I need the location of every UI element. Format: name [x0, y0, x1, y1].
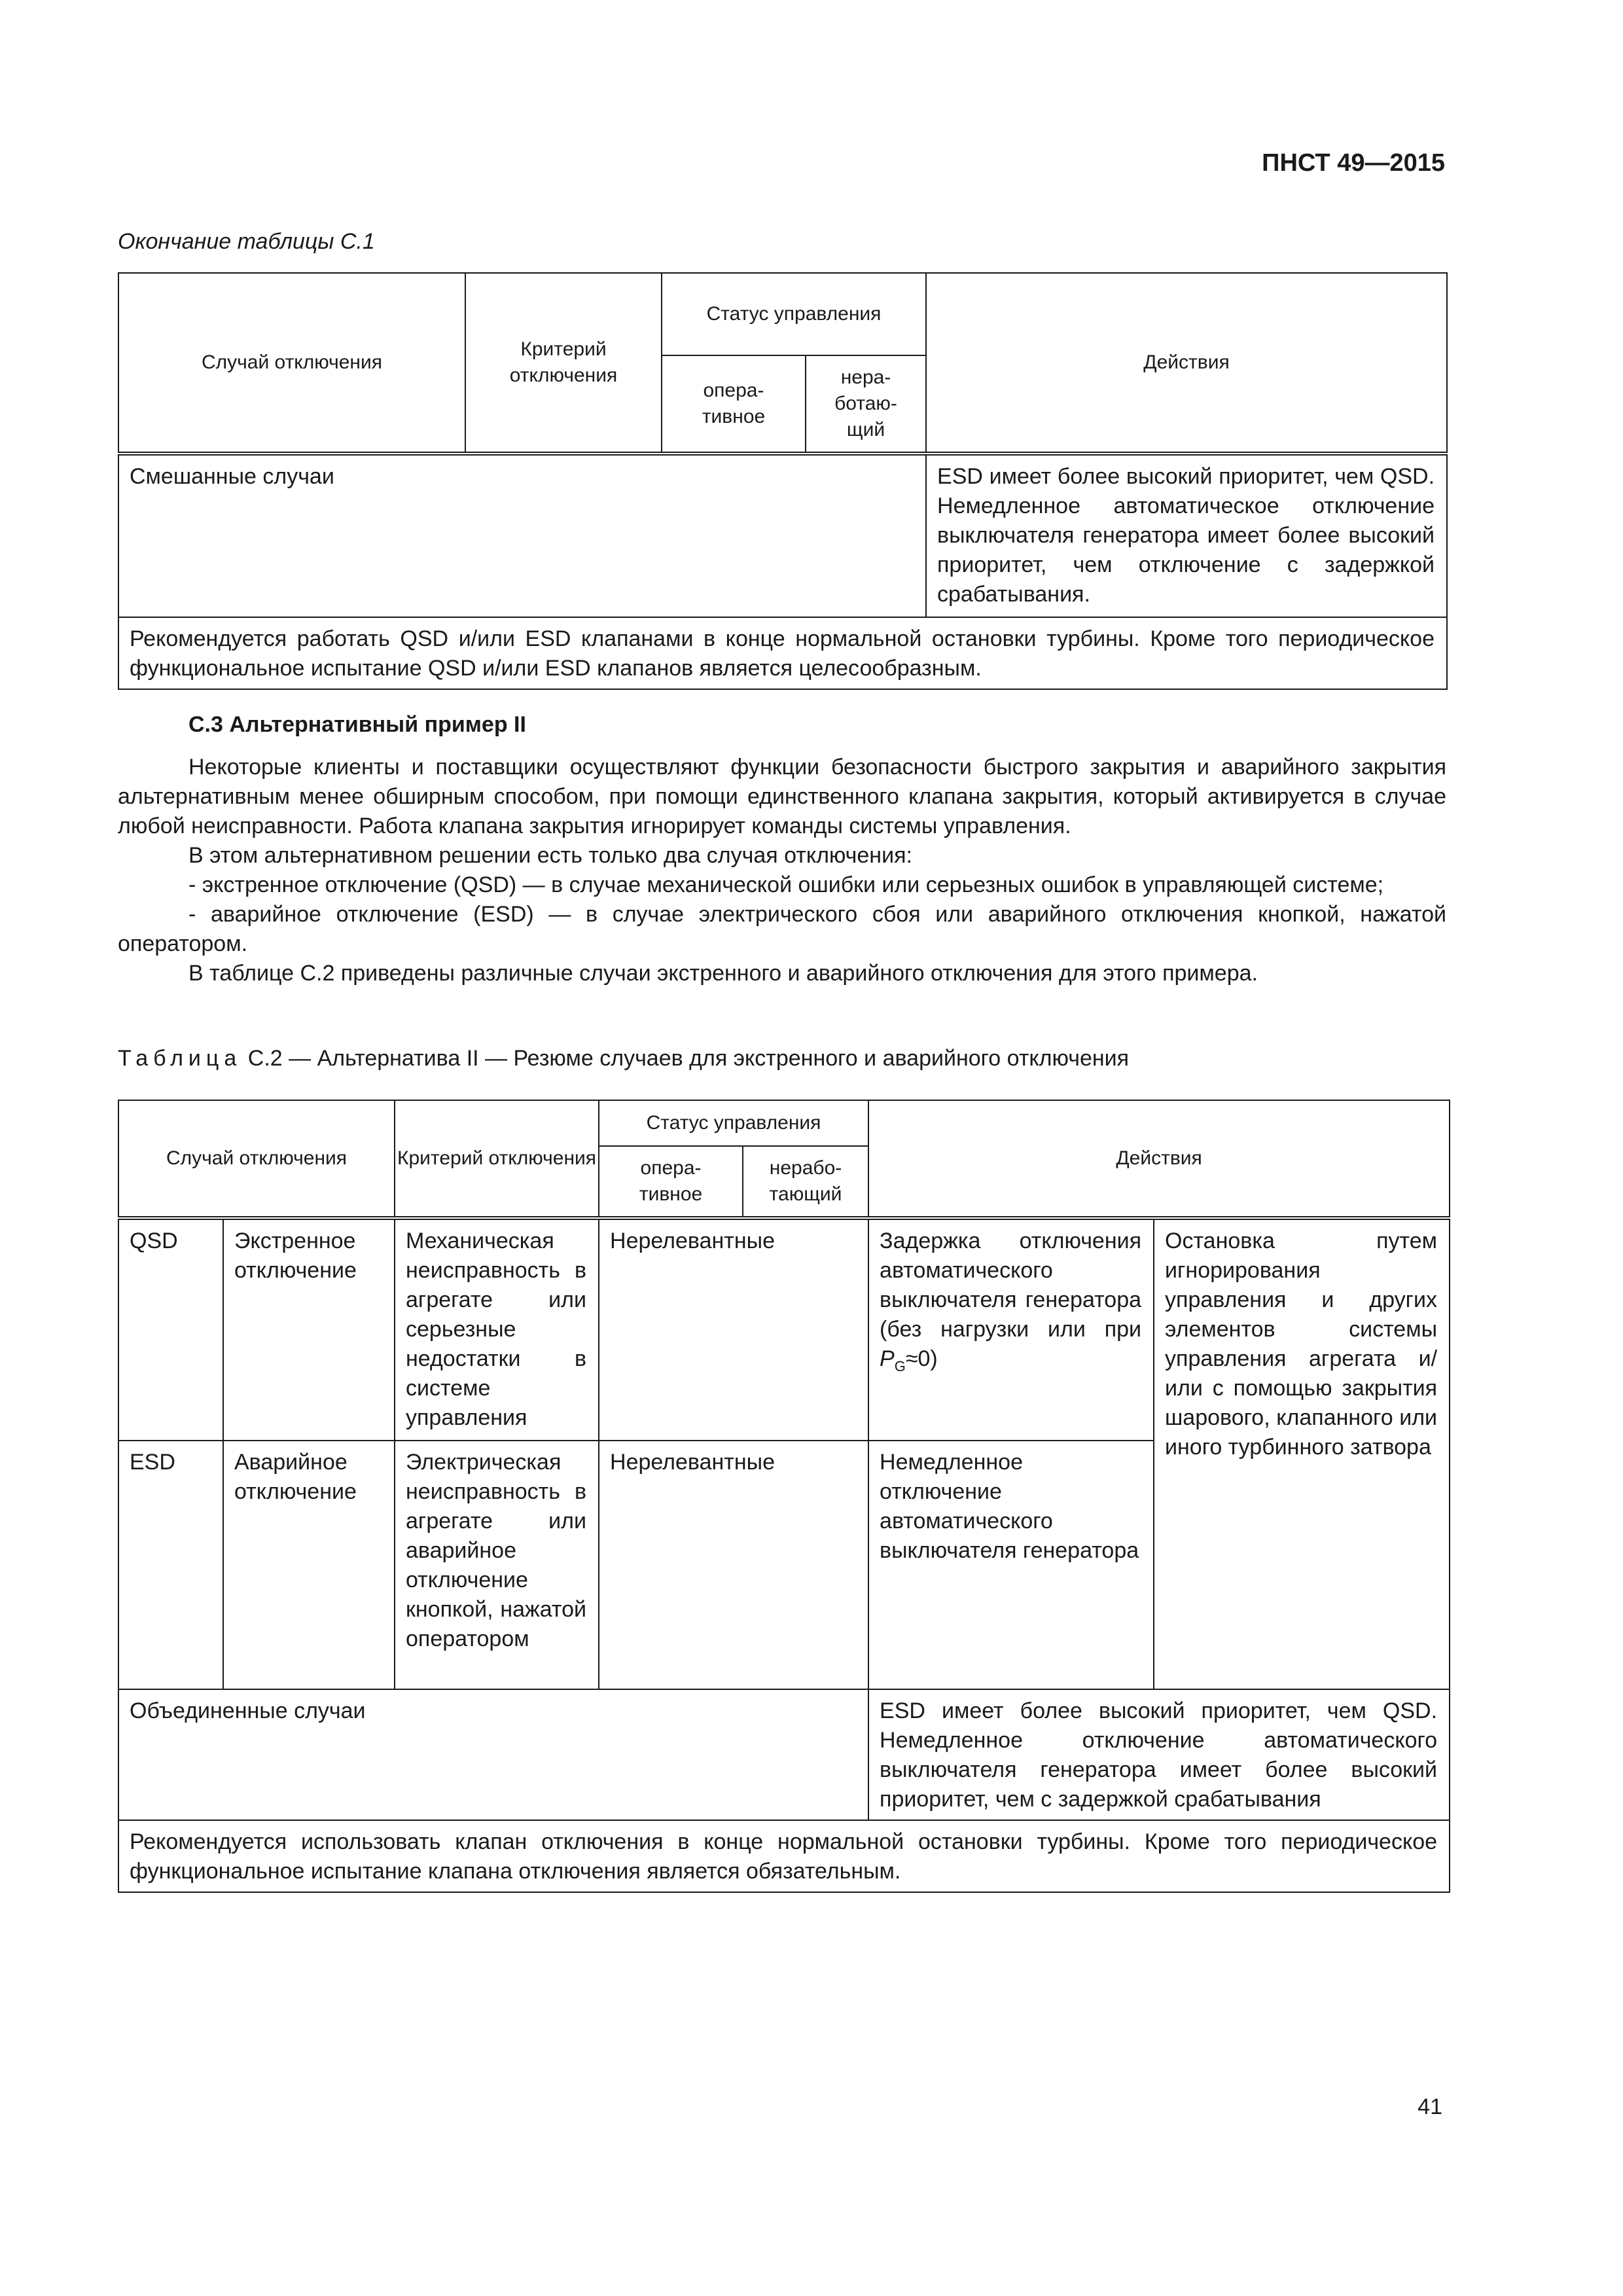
header-inoperative: нера- ботаю- щий	[806, 355, 926, 454]
header-actions: Действия	[926, 273, 1447, 454]
row-criterion: Электрическая неисправность в агрегате или аварийное отключение кнопкой, нажатой оператором	[395, 1441, 599, 1689]
row-code: ESD	[118, 1441, 223, 1689]
header-control-status: Статус управления	[599, 1100, 868, 1146]
header-case: Случай отключения	[118, 273, 465, 454]
table-c2	[118, 1100, 1450, 1893]
section-body	[118, 753, 1446, 988]
header-case: Случай отключения	[118, 1100, 395, 1218]
table-caption-text: С.2 — Альтернатива II — Резюме случаев для экстренного и аварийного отключения	[247, 1046, 1130, 1071]
row-status: Нерелевантные	[599, 1218, 868, 1441]
header-operative: опера- тивное	[662, 355, 806, 454]
header-inoperative: нерабо- тающий	[743, 1146, 868, 1218]
section-title: С.3 Альтернативный пример II	[188, 712, 526, 737]
row-action: Немедленное отключение автоматического выключателя генератора	[868, 1441, 1154, 1689]
row-status: Нерелевантные	[599, 1441, 868, 1689]
row-code: QSD	[118, 1218, 223, 1441]
list-item: - аварийное отключение (ESD) — в случае электрического сбоя или аварийного отключения кнопкой, нажатой оператором.	[118, 902, 1446, 956]
row-name: Аварийное отключение	[223, 1441, 395, 1689]
header-operative: опера- тивное	[599, 1146, 743, 1218]
header-criterion: Критерий отключения	[465, 273, 662, 454]
row-action	[868, 1218, 1154, 1441]
table-c1-end	[118, 272, 1448, 690]
row-name: Экстренное отключение	[223, 1218, 395, 1441]
header-control-status: Статус управления	[662, 273, 926, 355]
table-caption-label: Таблица	[118, 1046, 242, 1071]
mixed-case-action: ESD имеет более высокий приоритет, чем QSD. Немедленное автоматическое отключение выключателя генератора имеет более высокий приоритет, чем отключение с задержкой срабатывания.	[926, 454, 1447, 617]
paragraph: Некоторые клиенты и поставщики осуществляют функции безопасности быстрого закрытия и аварийного закрытия альтернативным менее обширным способом, при помощи единственного клапана закрытия, который активируется в случае любой неисправности. Работа клапана закрытия игнорирует команды системы управления.	[118, 755, 1446, 838]
power-subscript: G	[894, 1357, 906, 1374]
combined-case-action: ESD имеет более высокий приоритет, чем QSD. Немедленное отключение автоматического выключателя генератора имеет более высокий приоритет, чем с задержкой срабатывания	[868, 1689, 1450, 1820]
paragraph: В этом альтернативном решении есть только два случая отключения:	[188, 843, 912, 868]
row-criterion: Механическая неисправность в агрегате или серьезные недостатки в системе управления	[395, 1218, 599, 1441]
header-criterion: Критерий отключения	[395, 1100, 599, 1218]
document-code: ПНСТ 49—2015	[1262, 149, 1445, 177]
table2-recommendation: Рекомендуется использовать клапан отключения в конце нормальной остановки турбины. Кроме того периодическое функциональное испытание клапана отключения является обязательным.	[118, 1820, 1450, 1892]
table1-recommendation: Рекомендуется работать QSD и/или ESD клапанами в конце нормальной остановки турбины. Кроме того периодическое функциональное испытание QSD и/или ESD клапанов является целесообразным.	[118, 617, 1447, 689]
table-continuation-caption: Окончание таблицы С.1	[118, 229, 375, 254]
table-c2-caption	[118, 1046, 1129, 1071]
row-action-text: Задержка отключения автоматического выключателя генератора (без нагрузки или при	[880, 1229, 1142, 1342]
mixed-case-label: Смешанные случаи	[118, 454, 926, 617]
power-symbol: P	[880, 1346, 895, 1371]
header-actions: Действия	[868, 1100, 1450, 1218]
shared-action: Остановка путем игнорирования управления и других элементов системы управления агрегата и/или с помощью закрытия шарового, клапанного или иного турбинного затвора	[1154, 1218, 1450, 1689]
power-condition: ≈0)	[905, 1346, 938, 1371]
list-item: - экстренное отключение (QSD) — в случае механической ошибки или серьезных ошибок в управляющей системе;	[188, 872, 1384, 897]
paragraph: В таблице С.2 приведены различные случаи экстренного и аварийного отключения для этого примера.	[188, 961, 1258, 986]
page-number: 41	[1418, 2094, 1442, 2119]
combined-case-label: Объединенные случаи	[118, 1689, 868, 1820]
